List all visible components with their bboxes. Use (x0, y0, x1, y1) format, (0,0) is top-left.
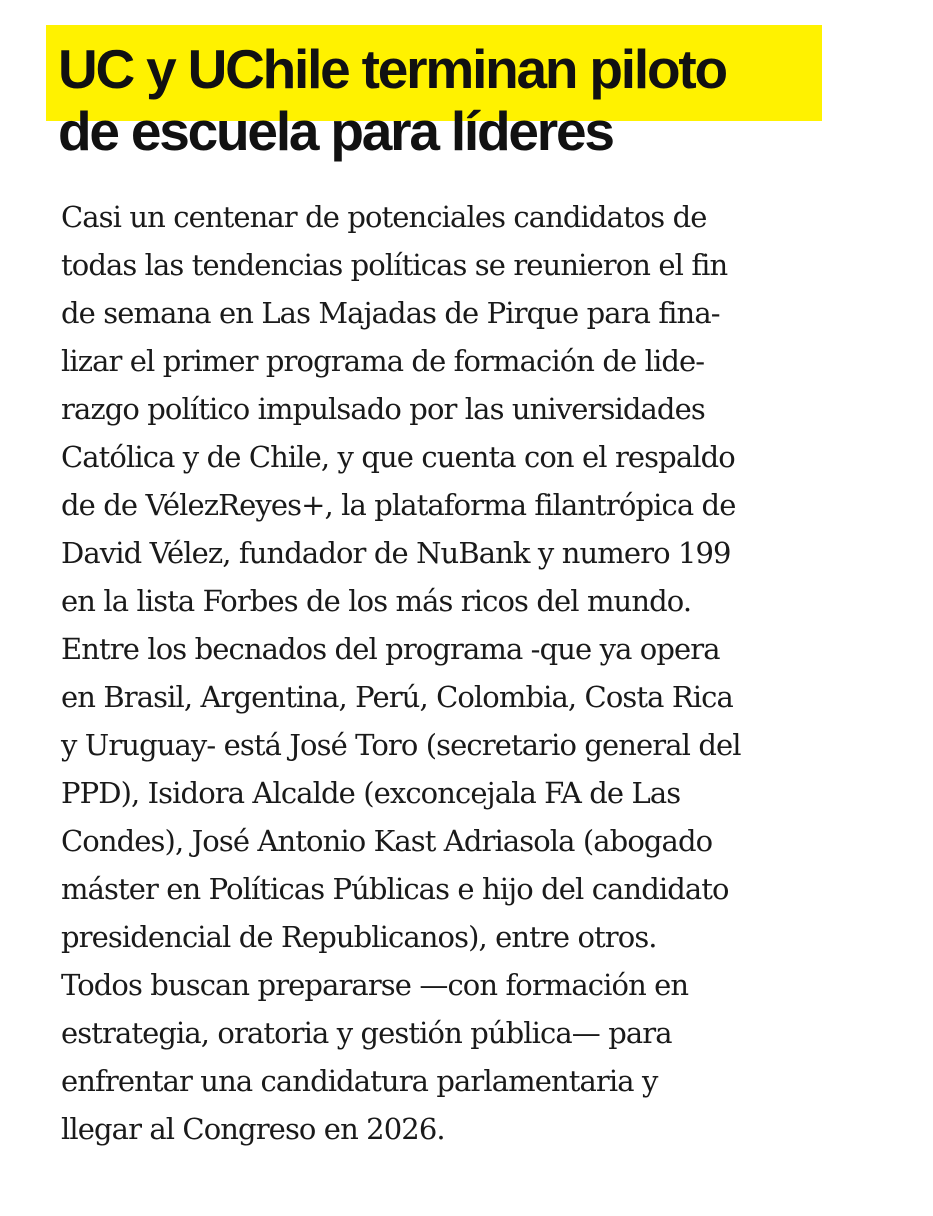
body-line: Condes), José Antonio Kast Adriasola (abogado (61, 824, 713, 858)
body-line: PPD), Isidora Alcalde (exconcejala FA de Las (61, 776, 681, 810)
body-line: llegar al Congreso en 2026. (61, 1112, 445, 1146)
body-line: Entre los becnados del programa -que ya opera (61, 632, 720, 666)
body-line: Todos buscan prepararse —con formación en (61, 968, 689, 1002)
article-body (61, 193, 921, 1153)
body-line: lizar el primer programa de formación de lide- (61, 344, 705, 378)
body-line: y Uruguay- está José Toro (secretario general del (61, 728, 741, 762)
body-line: enfrentar una candidatura parlamentaria y (61, 1064, 658, 1098)
headline-line: UC y UChile terminan piloto (58, 38, 726, 100)
body-line: de semana en Las Majadas de Pirque para fina- (61, 296, 720, 330)
body-line: en la lista Forbes de los más ricos del mundo. (61, 584, 692, 618)
body-line: de de VélezReyes+, la plataforma filantrópica de (61, 488, 736, 522)
article-headline (58, 38, 918, 162)
body-line: razgo político impulsado por las universidades (61, 392, 705, 426)
headline-line: de escuela para líderes (58, 100, 613, 162)
body-line: David Vélez, fundador de NuBank y numero 199 (61, 536, 731, 570)
body-line: Casi un centenar de potenciales candidatos de (61, 200, 707, 234)
body-line: en Brasil, Argentina, Perú, Colombia, Costa Rica (61, 680, 733, 714)
body-line: máster en Políticas Públicas e hijo del candidato (61, 872, 729, 906)
body-line: todas las tendencias políticas se reunieron el fin (61, 248, 728, 282)
body-line: Católica y de Chile, y que cuenta con el respaldo (61, 440, 735, 474)
body-line: presidencial de Republicanos), entre otros. (61, 920, 657, 954)
body-line: estrategia, oratoria y gestión pública— para (61, 1016, 672, 1050)
